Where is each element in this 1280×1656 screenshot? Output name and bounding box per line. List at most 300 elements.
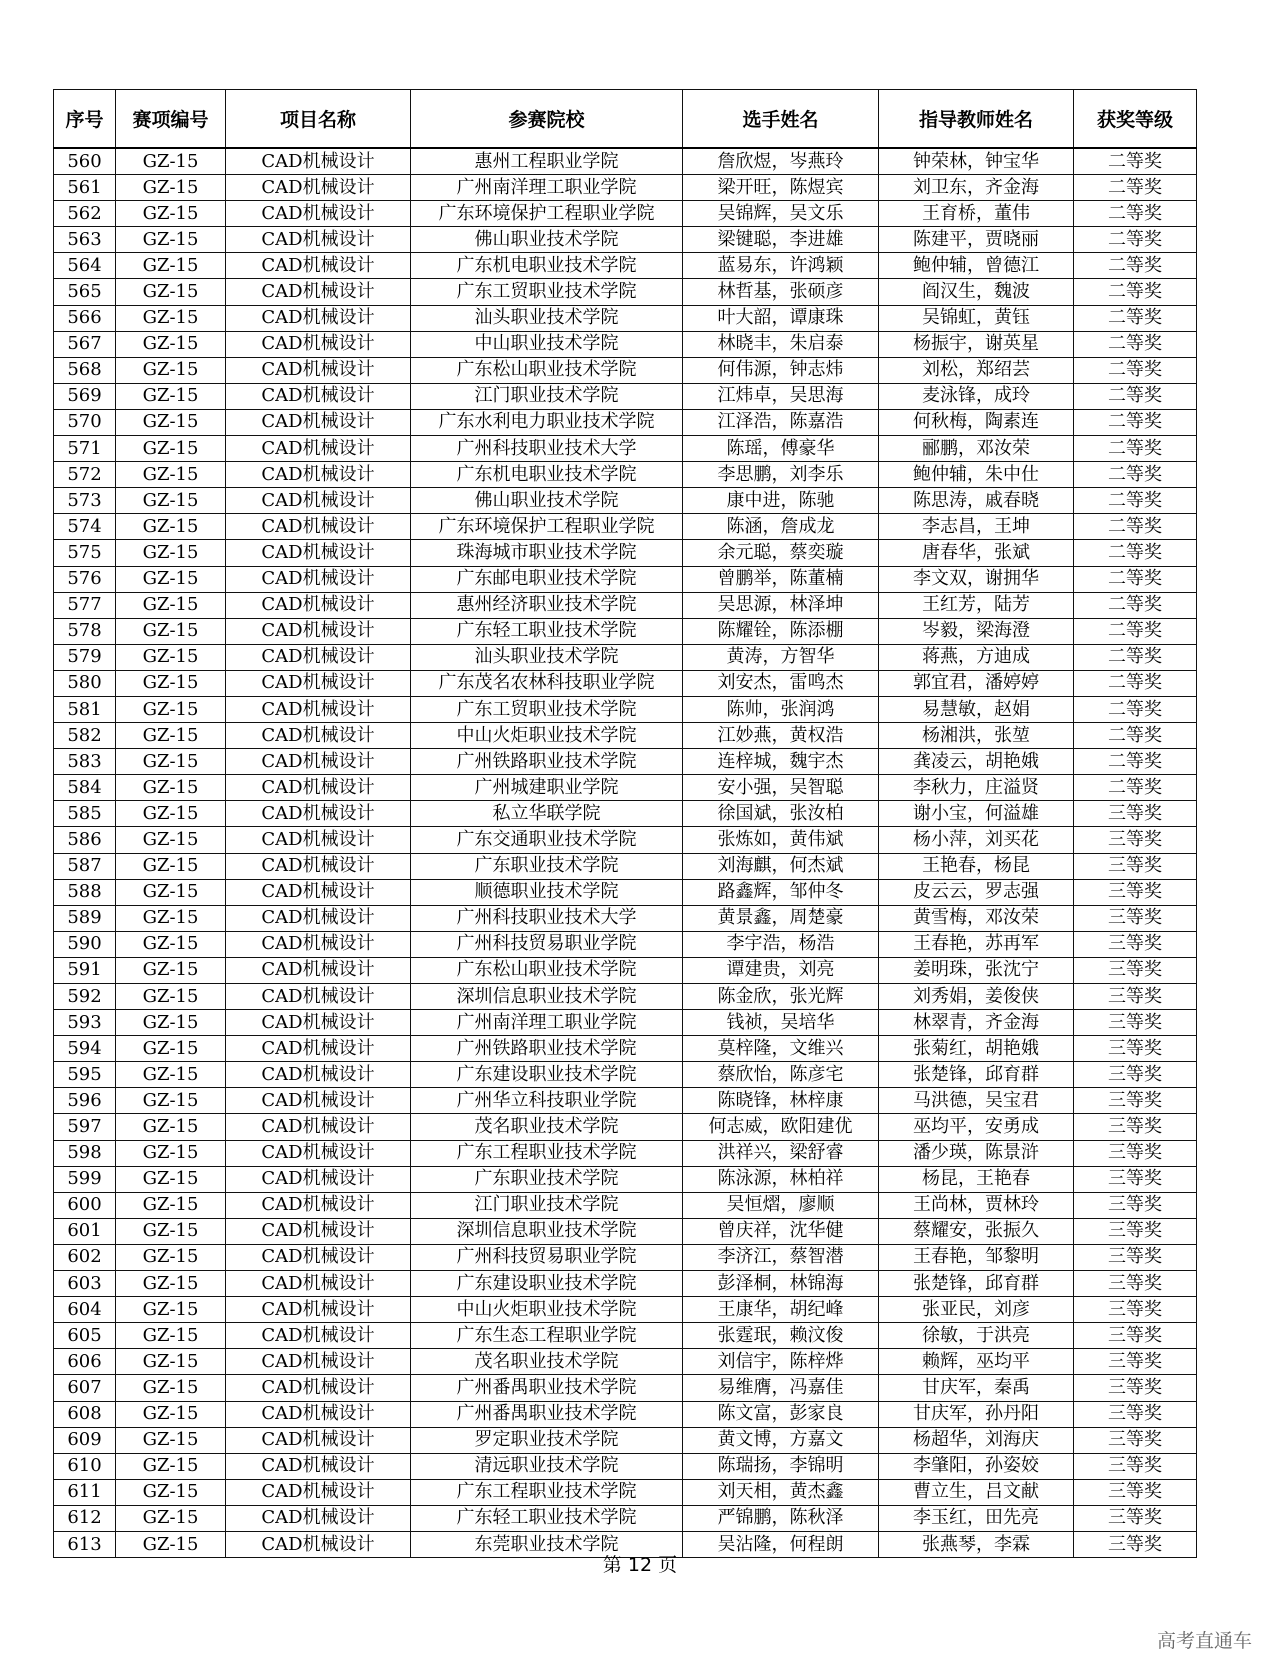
- cell-award-level: 三等奖: [1074, 905, 1197, 931]
- cell-advisors: 张楚锋，邱育群: [879, 1271, 1074, 1297]
- cell-award-level: 二等奖: [1074, 462, 1197, 488]
- cell-contestants: 洪祥兴，梁舒睿: [683, 1140, 879, 1166]
- cell-serial-number: 592: [54, 984, 116, 1010]
- cell-serial-number: 595: [54, 1062, 116, 1088]
- cell-contestants: 陈涵，詹成龙: [683, 514, 879, 540]
- cell-serial-number: 572: [54, 462, 116, 488]
- cell-award-level: 三等奖: [1074, 984, 1197, 1010]
- cell-event-code: GZ-15: [116, 984, 226, 1010]
- cell-school: 广州南洋理工职业学院: [411, 175, 683, 201]
- cell-school: 广州科技贸易职业学院: [411, 1244, 683, 1270]
- cell-school: 佛山职业技术学院: [411, 488, 683, 514]
- table-row: [54, 905, 1197, 931]
- cell-advisors: 鲍仲辅，朱中仕: [879, 462, 1074, 488]
- cell-school: 广东邮电职业技术学院: [411, 566, 683, 592]
- cell-project-name: CAD机械设计: [226, 1192, 411, 1218]
- cell-serial-number: 610: [54, 1453, 116, 1479]
- cell-advisors: 王春艳，邹黎明: [879, 1244, 1074, 1270]
- table-row: [54, 331, 1197, 357]
- cell-advisors: 麦泳锋，成玲: [879, 383, 1074, 409]
- cell-project-name: CAD机械设计: [226, 984, 411, 1010]
- cell-award-level: 二等奖: [1074, 383, 1197, 409]
- cell-serial-number: 613: [54, 1531, 116, 1557]
- cell-award-level: 二等奖: [1074, 749, 1197, 775]
- cell-project-name: CAD机械设计: [226, 957, 411, 983]
- cell-project-name: CAD机械设计: [226, 931, 411, 957]
- cell-award-level: 二等奖: [1074, 488, 1197, 514]
- cell-advisors: 潘少瑛，陈景浒: [879, 1140, 1074, 1166]
- cell-serial-number: 606: [54, 1349, 116, 1375]
- cell-contestants: 陈金欣，张光辉: [683, 984, 879, 1010]
- cell-event-code: GZ-15: [116, 331, 226, 357]
- table-row: [54, 175, 1197, 201]
- cell-award-level: 二等奖: [1074, 409, 1197, 435]
- table-row: [54, 1375, 1197, 1401]
- cell-advisors: 杨小萍，刘买花: [879, 827, 1074, 853]
- cell-serial-number: 576: [54, 566, 116, 592]
- cell-advisors: 蔡耀安，张振久: [879, 1218, 1074, 1244]
- cell-advisors: 陈建平，贾晓丽: [879, 227, 1074, 253]
- table-row: [54, 1218, 1197, 1244]
- cell-school: 广东松山职业技术学院: [411, 957, 683, 983]
- cell-event-code: GZ-15: [116, 488, 226, 514]
- cell-contestants: 李思鹏，刘李乐: [683, 462, 879, 488]
- cell-contestants: 梁开旺，陈煜宾: [683, 175, 879, 201]
- cell-contestants: 何志威，欧阳建优: [683, 1114, 879, 1140]
- cell-event-code: GZ-15: [116, 644, 226, 670]
- cell-award-level: 三等奖: [1074, 1218, 1197, 1244]
- cell-serial-number: 591: [54, 957, 116, 983]
- cell-contestants: 陈帅，张润鸿: [683, 696, 879, 722]
- cell-award-level: 三等奖: [1074, 1297, 1197, 1323]
- cell-contestants: 连梓城，魏宇杰: [683, 749, 879, 775]
- cell-contestants: 陈耀铨，陈添棚: [683, 618, 879, 644]
- table-row: [54, 1271, 1197, 1297]
- table-row: [54, 931, 1197, 957]
- cell-project-name: CAD机械设计: [226, 644, 411, 670]
- cell-project-name: CAD机械设计: [226, 1505, 411, 1531]
- cell-project-name: CAD机械设计: [226, 670, 411, 696]
- table-row: [54, 984, 1197, 1010]
- cell-advisors: 钟荣林，钟宝华: [879, 148, 1074, 175]
- cell-event-code: GZ-15: [116, 749, 226, 775]
- cell-school: 广东水利电力职业技术学院: [411, 409, 683, 435]
- cell-school: 茂名职业技术学院: [411, 1349, 683, 1375]
- column-header-contestants: 选手姓名: [683, 90, 879, 149]
- cell-project-name: CAD机械设计: [226, 723, 411, 749]
- cell-advisors: 刘卫东，齐金海: [879, 175, 1074, 201]
- cell-event-code: GZ-15: [116, 540, 226, 566]
- cell-advisors: 鲍仲辅，曾德江: [879, 253, 1074, 279]
- cell-project-name: CAD机械设计: [226, 1140, 411, 1166]
- table-row: [54, 566, 1197, 592]
- cell-advisors: 谢小宝，何溢雄: [879, 801, 1074, 827]
- cell-advisors: 张菊红，胡艳娥: [879, 1036, 1074, 1062]
- cell-advisors: 张燕琴，李霖: [879, 1531, 1074, 1557]
- cell-contestants: 刘信宇，陈梓烨: [683, 1349, 879, 1375]
- cell-event-code: GZ-15: [116, 696, 226, 722]
- cell-project-name: CAD机械设计: [226, 1401, 411, 1427]
- cell-award-level: 三等奖: [1074, 827, 1197, 853]
- cell-event-code: GZ-15: [116, 1401, 226, 1427]
- cell-project-name: CAD机械设计: [226, 253, 411, 279]
- cell-project-name: CAD机械设计: [226, 227, 411, 253]
- cell-event-code: GZ-15: [116, 1036, 226, 1062]
- table-row: [54, 644, 1197, 670]
- cell-school: 茂名职业技术学院: [411, 1114, 683, 1140]
- cell-advisors: 吴锦虹，黄钰: [879, 305, 1074, 331]
- table-row: [54, 801, 1197, 827]
- cell-serial-number: 571: [54, 436, 116, 462]
- cell-event-code: GZ-15: [116, 879, 226, 905]
- cell-contestants: 黄景鑫，周楚豪: [683, 905, 879, 931]
- cell-project-name: CAD机械设计: [226, 801, 411, 827]
- cell-event-code: GZ-15: [116, 175, 226, 201]
- cell-contestants: 吴沾隆，何程朗: [683, 1531, 879, 1557]
- cell-advisors: 刘松，郑绍芸: [879, 357, 1074, 383]
- cell-event-code: GZ-15: [116, 931, 226, 957]
- cell-serial-number: 612: [54, 1505, 116, 1531]
- cell-event-code: GZ-15: [116, 1166, 226, 1192]
- cell-serial-number: 608: [54, 1401, 116, 1427]
- cell-event-code: GZ-15: [116, 1453, 226, 1479]
- cell-contestants: 谭建贵，刘亮: [683, 957, 879, 983]
- cell-award-level: 三等奖: [1074, 1036, 1197, 1062]
- cell-advisors: 王红芳，陆芳: [879, 592, 1074, 618]
- cell-contestants: 吴恒熠，廖顺: [683, 1192, 879, 1218]
- cell-school: 佛山职业技术学院: [411, 227, 683, 253]
- cell-school: 江门职业技术学院: [411, 383, 683, 409]
- cell-serial-number: 584: [54, 775, 116, 801]
- cell-award-level: 三等奖: [1074, 1088, 1197, 1114]
- cell-school: 广东轻工职业技术学院: [411, 618, 683, 644]
- cell-serial-number: 567: [54, 331, 116, 357]
- cell-serial-number: 597: [54, 1114, 116, 1140]
- cell-event-code: GZ-15: [116, 357, 226, 383]
- column-header-advisors: 指导教师姓名: [879, 90, 1074, 149]
- table-row: [54, 1427, 1197, 1453]
- table-row: [54, 775, 1197, 801]
- table-row: [54, 436, 1197, 462]
- cell-project-name: CAD机械设计: [226, 1531, 411, 1557]
- cell-advisors: 杨振宇，谢英星: [879, 331, 1074, 357]
- cell-contestants: 王康华，胡纪峰: [683, 1297, 879, 1323]
- cell-contestants: 康中进，陈驰: [683, 488, 879, 514]
- cell-project-name: CAD机械设计: [226, 540, 411, 566]
- cell-school: 中山火炬职业技术学院: [411, 1297, 683, 1323]
- table-row: [54, 1010, 1197, 1036]
- table-row: [54, 409, 1197, 435]
- cell-school: 惠州经济职业技术学院: [411, 592, 683, 618]
- cell-school: 广州科技职业技术大学: [411, 905, 683, 931]
- cell-project-name: CAD机械设计: [226, 514, 411, 540]
- cell-event-code: GZ-15: [116, 436, 226, 462]
- cell-project-name: CAD机械设计: [226, 1349, 411, 1375]
- cell-award-level: 二等奖: [1074, 436, 1197, 462]
- table-row: [54, 592, 1197, 618]
- cell-project-name: CAD机械设计: [226, 148, 411, 175]
- cell-serial-number: 600: [54, 1192, 116, 1218]
- cell-award-level: 二等奖: [1074, 279, 1197, 305]
- cell-serial-number: 581: [54, 696, 116, 722]
- cell-award-level: 二等奖: [1074, 540, 1197, 566]
- cell-project-name: CAD机械设计: [226, 905, 411, 931]
- table-row: [54, 227, 1197, 253]
- cell-contestants: 曾庆祥，沈华健: [683, 1218, 879, 1244]
- cell-award-level: 三等奖: [1074, 1062, 1197, 1088]
- cell-event-code: GZ-15: [116, 227, 226, 253]
- cell-event-code: GZ-15: [116, 957, 226, 983]
- cell-serial-number: 565: [54, 279, 116, 305]
- cell-project-name: CAD机械设计: [226, 1427, 411, 1453]
- cell-contestants: 何伟源，钟志炜: [683, 357, 879, 383]
- cell-event-code: GZ-15: [116, 775, 226, 801]
- column-header-school: 参赛院校: [411, 90, 683, 149]
- cell-contestants: 吴锦辉，吴文乐: [683, 201, 879, 227]
- cell-advisors: 杨超华，刘海庆: [879, 1427, 1074, 1453]
- cell-project-name: CAD机械设计: [226, 1244, 411, 1270]
- table-row: [54, 723, 1197, 749]
- cell-serial-number: 609: [54, 1427, 116, 1453]
- cell-contestants: 严锦鹏，陈秋泽: [683, 1505, 879, 1531]
- cell-project-name: CAD机械设计: [226, 1036, 411, 1062]
- cell-school: 广州城建职业学院: [411, 775, 683, 801]
- cell-school: 广东建设职业技术学院: [411, 1062, 683, 1088]
- header-row: [54, 90, 1197, 149]
- cell-award-level: 三等奖: [1074, 1375, 1197, 1401]
- cell-event-code: GZ-15: [116, 1375, 226, 1401]
- cell-serial-number: 563: [54, 227, 116, 253]
- cell-project-name: CAD机械设计: [226, 331, 411, 357]
- cell-serial-number: 579: [54, 644, 116, 670]
- cell-award-level: 二等奖: [1074, 696, 1197, 722]
- cell-school: 广东环境保护工程职业学院: [411, 201, 683, 227]
- cell-advisors: 曹立生，吕文献: [879, 1479, 1074, 1505]
- cell-contestants: 钱祯，吴培华: [683, 1010, 879, 1036]
- cell-award-level: 二等奖: [1074, 592, 1197, 618]
- cell-advisors: 张楚锋，邱育群: [879, 1062, 1074, 1088]
- cell-project-name: CAD机械设计: [226, 1479, 411, 1505]
- award-results-table: [53, 89, 1197, 1558]
- cell-advisors: 王尚林，贾林玲: [879, 1192, 1074, 1218]
- cell-award-level: 二等奖: [1074, 514, 1197, 540]
- table-row: [54, 540, 1197, 566]
- cell-project-name: CAD机械设计: [226, 1375, 411, 1401]
- cell-school: 广东工贸职业技术学院: [411, 279, 683, 305]
- cell-award-level: 三等奖: [1074, 1166, 1197, 1192]
- table-row: [54, 514, 1197, 540]
- table-row: [54, 253, 1197, 279]
- cell-award-level: 三等奖: [1074, 1453, 1197, 1479]
- cell-award-level: 三等奖: [1074, 1479, 1197, 1505]
- cell-project-name: CAD机械设计: [226, 1062, 411, 1088]
- cell-contestants: 路鑫辉，邹仲冬: [683, 879, 879, 905]
- cell-award-level: 二等奖: [1074, 227, 1197, 253]
- cell-school: 广东工贸职业技术学院: [411, 696, 683, 722]
- cell-serial-number: 602: [54, 1244, 116, 1270]
- table-row: [54, 853, 1197, 879]
- cell-contestants: 吴思源，林泽坤: [683, 592, 879, 618]
- cell-contestants: 余元聪，蔡奕璇: [683, 540, 879, 566]
- cell-contestants: 陈瑞扬，李锦明: [683, 1453, 879, 1479]
- cell-advisors: 王艳春，杨昆: [879, 853, 1074, 879]
- cell-project-name: CAD机械设计: [226, 1114, 411, 1140]
- cell-event-code: GZ-15: [116, 462, 226, 488]
- cell-school: 广东职业技术学院: [411, 853, 683, 879]
- cell-project-name: CAD机械设计: [226, 357, 411, 383]
- cell-project-name: CAD机械设计: [226, 175, 411, 201]
- table-row: [54, 618, 1197, 644]
- cell-serial-number: 560: [54, 148, 116, 175]
- table-row: [54, 488, 1197, 514]
- cell-event-code: GZ-15: [116, 1114, 226, 1140]
- cell-school: 广州南洋理工职业学院: [411, 1010, 683, 1036]
- cell-advisors: 赖辉，巫均平: [879, 1349, 1074, 1375]
- cell-event-code: GZ-15: [116, 1297, 226, 1323]
- cell-contestants: 叶大韶，谭康珠: [683, 305, 879, 331]
- cell-school: 广东工程职业技术学院: [411, 1479, 683, 1505]
- cell-school: 广东轻工职业技术学院: [411, 1505, 683, 1531]
- column-header-project-name: 项目名称: [226, 90, 411, 149]
- cell-contestants: 詹欣煜，岑燕玲: [683, 148, 879, 175]
- cell-serial-number: 570: [54, 409, 116, 435]
- table-row: [54, 1088, 1197, 1114]
- cell-event-code: GZ-15: [116, 1479, 226, 1505]
- cell-award-level: 三等奖: [1074, 1010, 1197, 1036]
- table-row: [54, 1114, 1197, 1140]
- cell-contestants: 安小强，吴智聪: [683, 775, 879, 801]
- cell-advisors: 阎汉生，魏波: [879, 279, 1074, 305]
- cell-contestants: 陈文富，彭家良: [683, 1401, 879, 1427]
- table-row: [54, 670, 1197, 696]
- cell-advisors: 杨湘洪，张堃: [879, 723, 1074, 749]
- cell-project-name: CAD机械设计: [226, 1166, 411, 1192]
- cell-school: 广州铁路职业技术学院: [411, 1036, 683, 1062]
- cell-contestants: 刘安杰，雷鸣杰: [683, 670, 879, 696]
- cell-event-code: GZ-15: [116, 1140, 226, 1166]
- cell-serial-number: 605: [54, 1323, 116, 1349]
- cell-school: 广东茂名农林科技职业学院: [411, 670, 683, 696]
- cell-advisors: 甘庆军，秦禹: [879, 1375, 1074, 1401]
- column-header-award-level: 获奖等级: [1074, 90, 1197, 149]
- cell-serial-number: 587: [54, 853, 116, 879]
- cell-contestants: 曾鹏举，陈董楠: [683, 566, 879, 592]
- cell-award-level: 三等奖: [1074, 957, 1197, 983]
- table-row: [54, 879, 1197, 905]
- table-body: [54, 148, 1197, 1558]
- cell-event-code: GZ-15: [116, 201, 226, 227]
- table-row: [54, 357, 1197, 383]
- cell-contestants: 莫梓隆，文维兴: [683, 1036, 879, 1062]
- cell-school: 江门职业技术学院: [411, 1192, 683, 1218]
- cell-event-code: GZ-15: [116, 514, 226, 540]
- cell-project-name: CAD机械设计: [226, 383, 411, 409]
- table-row: [54, 462, 1197, 488]
- cell-advisors: 郦鹏，邓汝荣: [879, 436, 1074, 462]
- cell-serial-number: 598: [54, 1140, 116, 1166]
- cell-award-level: 三等奖: [1074, 801, 1197, 827]
- cell-event-code: GZ-15: [116, 1010, 226, 1036]
- cell-advisors: 刘秀娟，姜俊侠: [879, 984, 1074, 1010]
- cell-event-code: GZ-15: [116, 905, 226, 931]
- table-row: [54, 201, 1197, 227]
- cell-serial-number: 573: [54, 488, 116, 514]
- cell-contestants: 梁键聪，李进雄: [683, 227, 879, 253]
- cell-serial-number: 586: [54, 827, 116, 853]
- table-row: [54, 1297, 1197, 1323]
- cell-project-name: CAD机械设计: [226, 592, 411, 618]
- cell-serial-number: 594: [54, 1036, 116, 1062]
- cell-event-code: GZ-15: [116, 853, 226, 879]
- cell-contestants: 张霆珉，赖汶俊: [683, 1323, 879, 1349]
- cell-serial-number: 583: [54, 749, 116, 775]
- cell-event-code: GZ-15: [116, 1192, 226, 1218]
- cell-school: 广东生态工程职业学院: [411, 1323, 683, 1349]
- cell-school: 私立华联学院: [411, 801, 683, 827]
- cell-serial-number: 588: [54, 879, 116, 905]
- cell-award-level: 三等奖: [1074, 879, 1197, 905]
- cell-advisors: 黄雪梅，邓汝荣: [879, 905, 1074, 931]
- cell-project-name: CAD机械设计: [226, 1323, 411, 1349]
- cell-serial-number: 582: [54, 723, 116, 749]
- table-row: [54, 1401, 1197, 1427]
- cell-serial-number: 607: [54, 1375, 116, 1401]
- table-row: [54, 1323, 1197, 1349]
- cell-award-level: 二等奖: [1074, 670, 1197, 696]
- column-header-serial-number: 序号: [54, 90, 116, 149]
- watermark-text: 高考直通车: [1156, 1630, 1252, 1652]
- cell-project-name: CAD机械设计: [226, 409, 411, 435]
- cell-contestants: 蔡欣怡，陈彦宅: [683, 1062, 879, 1088]
- cell-event-code: GZ-15: [116, 305, 226, 331]
- cell-event-code: GZ-15: [116, 409, 226, 435]
- cell-school: 广东工程职业技术学院: [411, 1140, 683, 1166]
- cell-project-name: CAD机械设计: [226, 1088, 411, 1114]
- cell-award-level: 二等奖: [1074, 566, 1197, 592]
- cell-award-level: 三等奖: [1074, 1349, 1197, 1375]
- cell-school: 东莞职业技术学院: [411, 1531, 683, 1557]
- cell-advisors: 唐春华，张斌: [879, 540, 1074, 566]
- cell-contestants: 陈泳源，林柏祥: [683, 1166, 879, 1192]
- cell-serial-number: 569: [54, 383, 116, 409]
- cell-contestants: 张炼如，黄伟斌: [683, 827, 879, 853]
- cell-advisors: 李志昌，王坤: [879, 514, 1074, 540]
- cell-award-level: 三等奖: [1074, 1505, 1197, 1531]
- cell-event-code: GZ-15: [116, 279, 226, 305]
- cell-project-name: CAD机械设计: [226, 775, 411, 801]
- cell-serial-number: 585: [54, 801, 116, 827]
- cell-serial-number: 574: [54, 514, 116, 540]
- cell-award-level: 二等奖: [1074, 331, 1197, 357]
- cell-serial-number: 601: [54, 1218, 116, 1244]
- cell-award-level: 二等奖: [1074, 775, 1197, 801]
- cell-contestants: 林哲基，张硕彦: [683, 279, 879, 305]
- cell-project-name: CAD机械设计: [226, 1010, 411, 1036]
- cell-project-name: CAD机械设计: [226, 1218, 411, 1244]
- cell-project-name: CAD机械设计: [226, 879, 411, 905]
- cell-award-level: 三等奖: [1074, 853, 1197, 879]
- cell-project-name: CAD机械设计: [226, 749, 411, 775]
- table-row: [54, 383, 1197, 409]
- cell-serial-number: 575: [54, 540, 116, 566]
- table-row: [54, 749, 1197, 775]
- cell-school: 广州华立科技职业学院: [411, 1088, 683, 1114]
- cell-project-name: CAD机械设计: [226, 696, 411, 722]
- cell-event-code: GZ-15: [116, 1531, 226, 1557]
- cell-advisors: 王春艳，苏再军: [879, 931, 1074, 957]
- cell-advisors: 巫均平，安勇成: [879, 1114, 1074, 1140]
- cell-project-name: CAD机械设计: [226, 305, 411, 331]
